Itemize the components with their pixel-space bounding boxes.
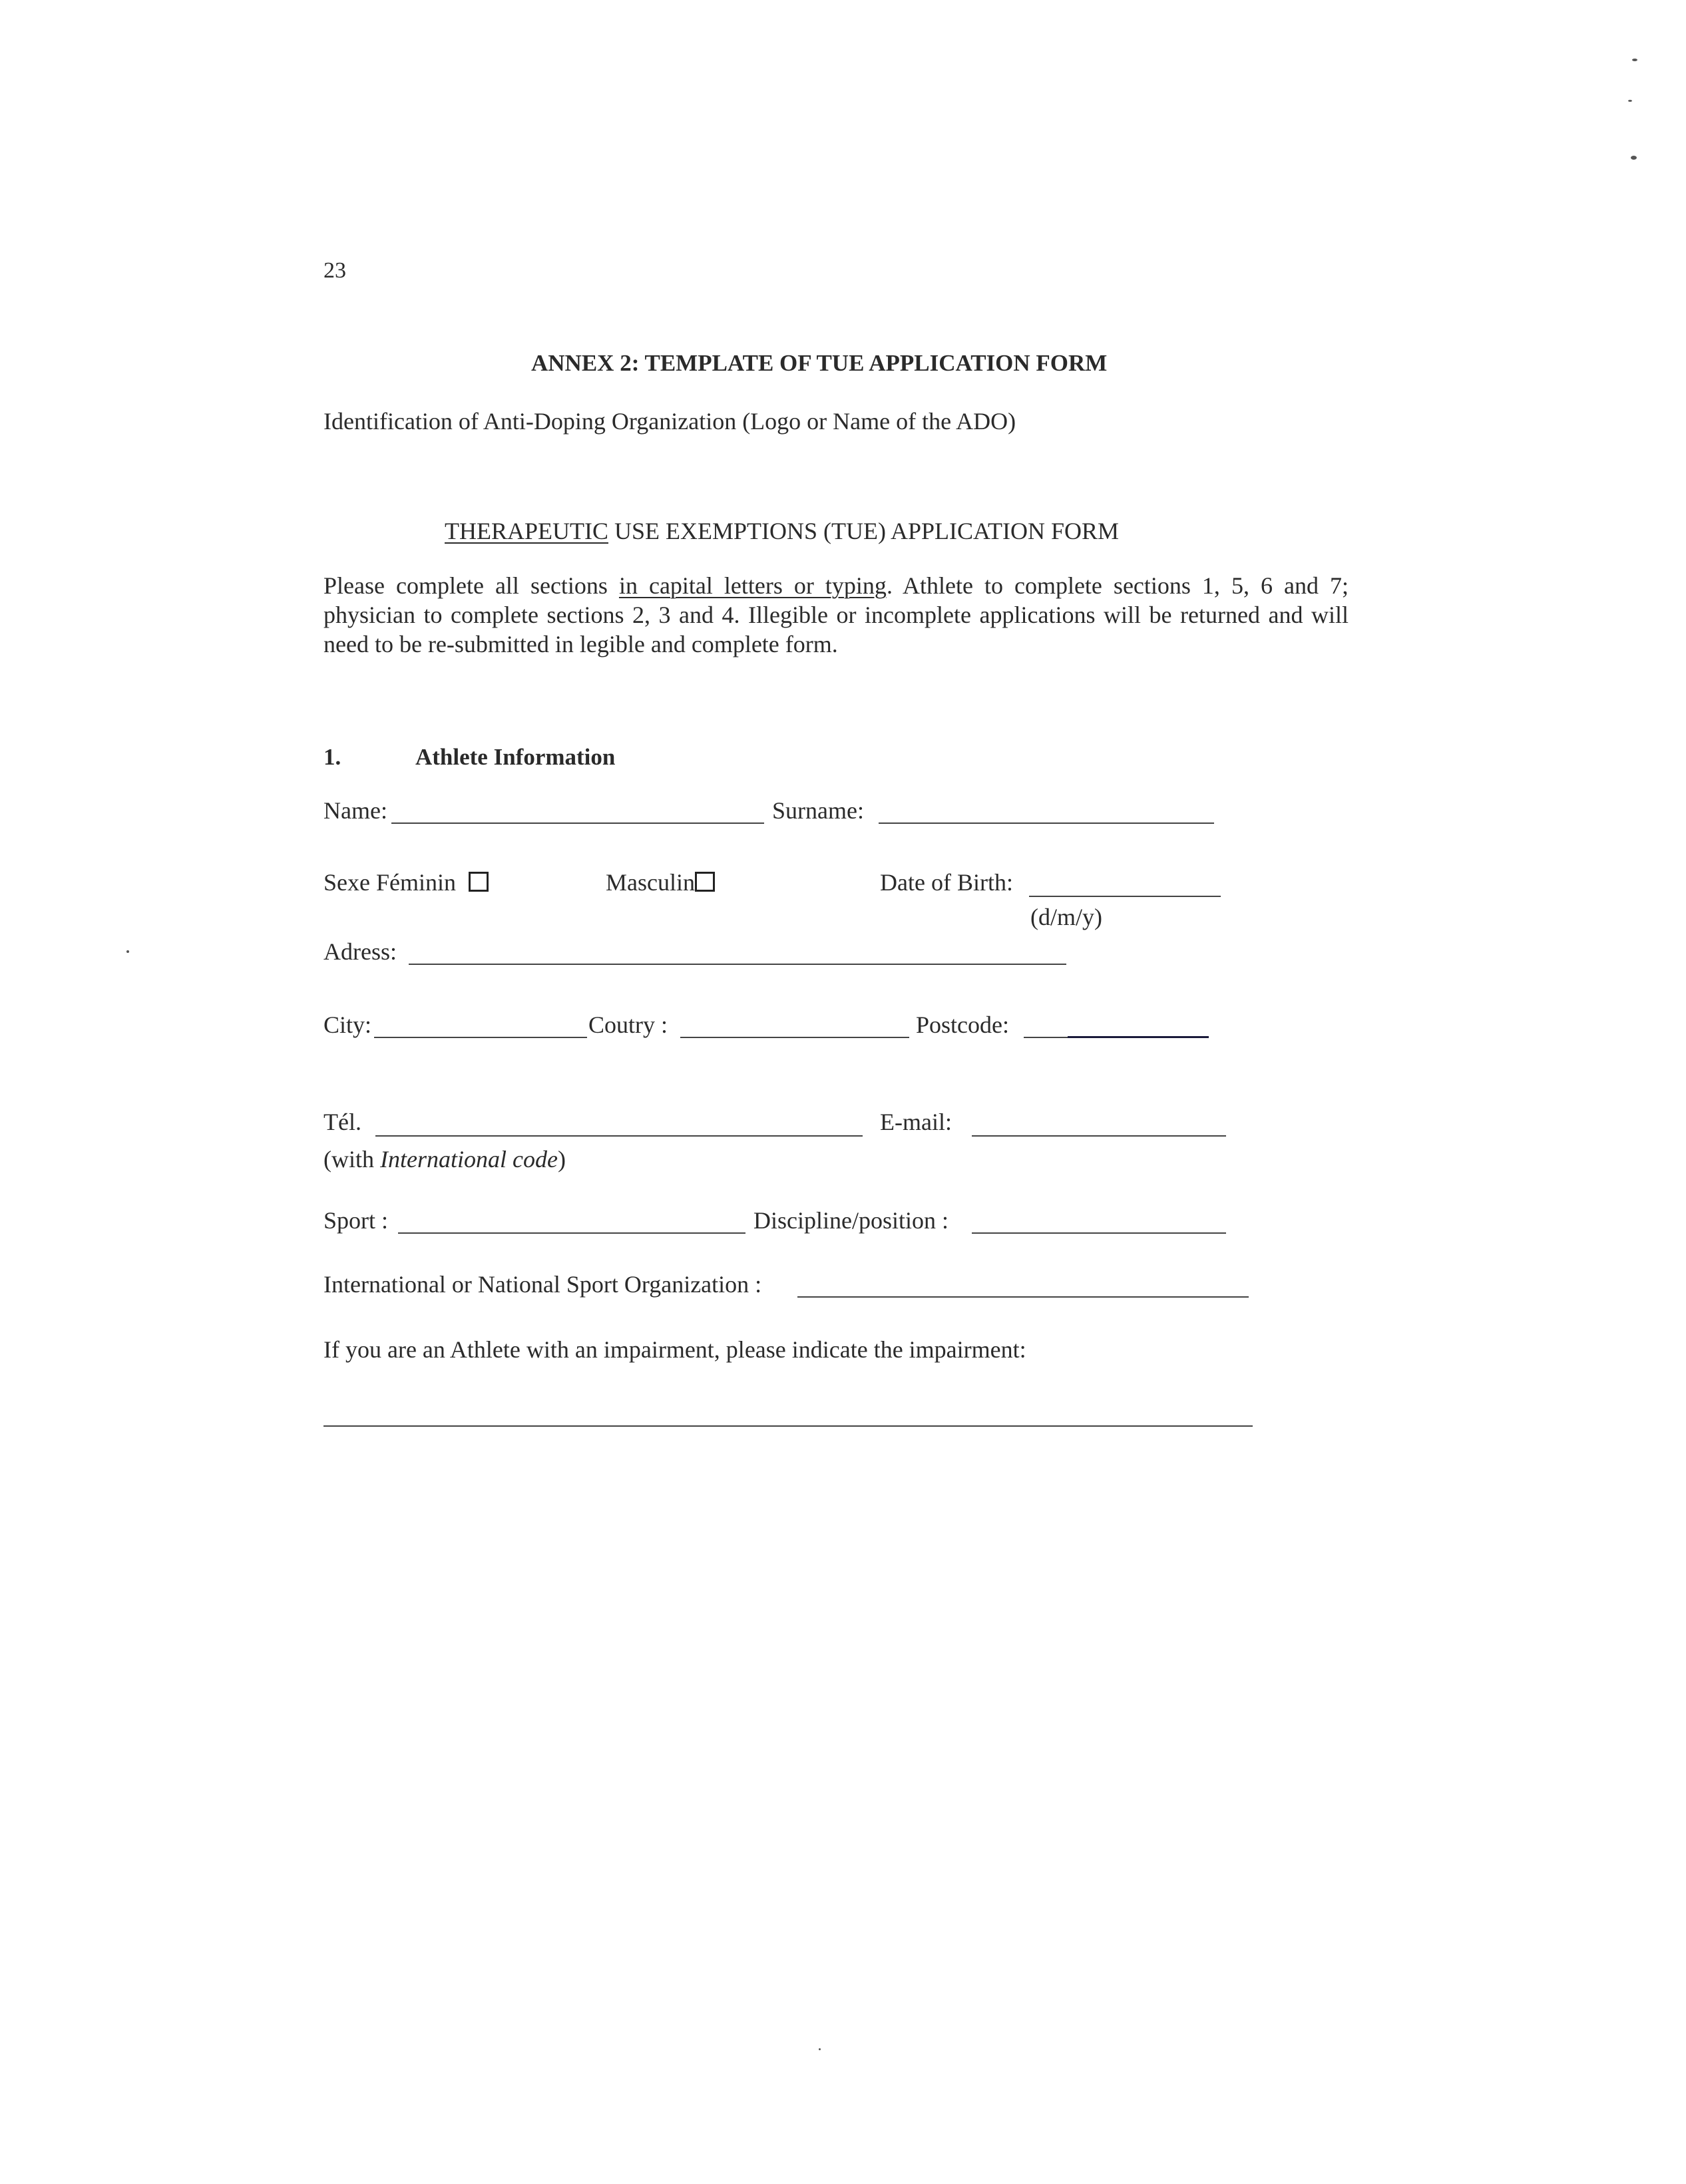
postcode-field-left[interactable]: [1024, 1037, 1068, 1038]
ado-identification: Identification of Anti-Doping Organization (Logo or Name of the ADO): [323, 408, 1016, 435]
tel-label: Tél.: [323, 1109, 361, 1135]
dob-label: Date of Birth:: [880, 869, 1013, 896]
scan-mark: [1632, 59, 1637, 61]
tel-note: [323, 1147, 566, 1171]
country-field[interactable]: [680, 1037, 909, 1038]
tel-note-suffix: ): [557, 1146, 566, 1173]
sex-female-label: Sexe Féminin: [323, 869, 456, 896]
discipline-field[interactable]: [972, 1232, 1226, 1234]
form-title-underlined: THERAPEUTIC: [445, 518, 608, 544]
tel-field[interactable]: [375, 1135, 863, 1137]
sport-label: Sport :: [323, 1207, 389, 1234]
impairment-field[interactable]: [323, 1425, 1253, 1427]
section-title: Athlete Information: [415, 744, 616, 770]
email-field[interactable]: [972, 1135, 1226, 1137]
sex-male-option: [606, 870, 715, 894]
form-title-rest: USE EXEMPTIONS (TUE) APPLICATION FORM: [608, 518, 1120, 544]
tel-note-prefix: (with: [323, 1146, 380, 1173]
name-field[interactable]: [391, 822, 764, 824]
email-label: E-mail:: [880, 1109, 952, 1135]
dob-format: (d/m/y): [1030, 904, 1102, 930]
section-number: 1.: [323, 744, 341, 770]
scan-mark: [1631, 156, 1637, 160]
address-label: Adress:: [323, 938, 397, 965]
tel-note-italic: International code: [380, 1146, 558, 1173]
sex-female-checkbox[interactable]: [469, 872, 489, 892]
instructions-paragraph: [323, 571, 1349, 659]
scan-mark: [819, 2048, 821, 2050]
page-number: 23: [323, 258, 346, 283]
instructions-text: Please complete all sections: [323, 572, 619, 599]
city-label: City:: [323, 1011, 372, 1038]
organization-field[interactable]: [797, 1296, 1249, 1298]
address-field[interactable]: [409, 964, 1066, 965]
instructions-text-rest: . Athlete to complete sections 1, 5, 6 and 7; physician to complete sections 2, 3 and 4. Illegible or incomplete applications will be returned and will need to be re-submitted in legible and complete form.: [323, 572, 1349, 657]
impairment-label: If you are an Athlete with an impairment, please indicate the impairment:: [323, 1336, 1026, 1363]
scan-mark: [1628, 100, 1632, 102]
surname-field[interactable]: [879, 822, 1214, 824]
instructions-underlined: in capital letters or typing: [618, 572, 887, 599]
discipline-label: Discipline/position :: [753, 1207, 948, 1234]
country-label: Coutry :: [588, 1011, 668, 1038]
form-title: [445, 519, 1119, 543]
postcode-label: Postcode:: [916, 1011, 1009, 1038]
sport-field[interactable]: [398, 1232, 745, 1234]
organization-label: International or National Sport Organization :: [323, 1271, 762, 1298]
postcode-field[interactable]: [1068, 1036, 1209, 1038]
sex-male-checkbox[interactable]: [695, 872, 715, 892]
surname-label: Surname:: [772, 797, 864, 824]
scan-mark: [126, 950, 129, 953]
city-field[interactable]: [374, 1037, 587, 1038]
dob-field[interactable]: [1029, 896, 1221, 897]
annex-title: ANNEX 2: TEMPLATE OF TUE APPLICATION FORM: [531, 350, 1108, 376]
sex-female-option: [323, 870, 489, 894]
sex-male-label: Masculin: [606, 869, 695, 896]
name-label: Name:: [323, 797, 387, 824]
